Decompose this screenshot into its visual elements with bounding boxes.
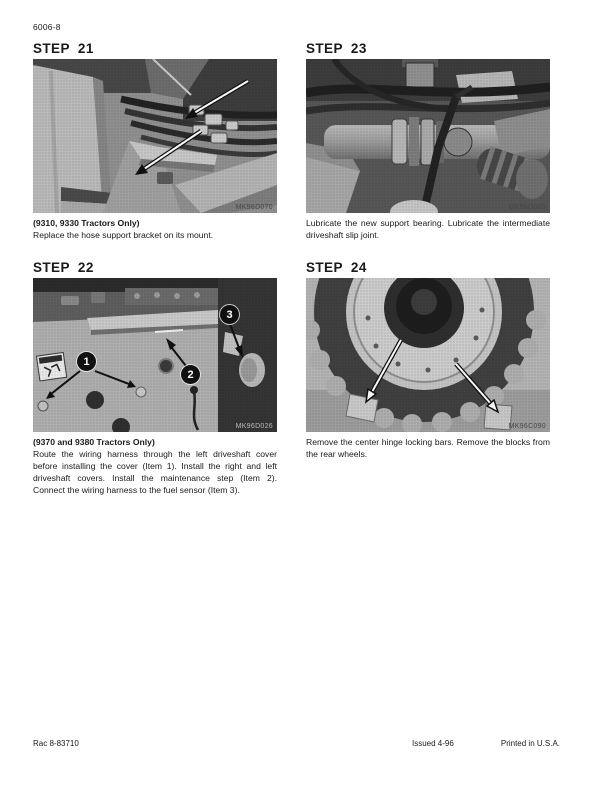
step-24-caption (306, 436, 550, 460)
step-22-caption (33, 436, 277, 496)
callout-1-badge: 1 (77, 352, 96, 371)
step-22-photo (33, 278, 277, 432)
step-23-title: STEP 23 (306, 41, 367, 56)
callout-2-badge: 2 (181, 365, 200, 384)
step-21-photo (33, 59, 277, 213)
step-21-title: STEP 21 (33, 41, 94, 56)
footer-issue-date: Issued 4-96 (412, 739, 454, 748)
footer-printed-in: Printed in U.S.A. (500, 739, 560, 748)
support-bearing-photo (306, 59, 550, 213)
model-note: (9310, 9330 Tractors Only) (33, 218, 140, 228)
step-23-section (306, 41, 550, 240)
footer-publication-code: Rac 8-83710 (33, 739, 79, 748)
step-21-section (33, 41, 277, 240)
step-23-caption (306, 217, 550, 241)
caption-text: Lubricate the new support bearing. Lubricate the intermediate driveshaft slip joint. (306, 218, 550, 240)
step-22-section (33, 260, 277, 495)
caption-text: Route the wiring harness through the left driveshaft cover before installing the cover (Item 1). Install the right and left driveshaft covers. Install the maintenance step (Item 2). Connect the wiring harness to the fuel sensor (Item 3). (33, 449, 277, 495)
step-22-title: STEP 22 (33, 260, 94, 275)
rear-wheel-blocks-photo (306, 278, 550, 432)
driveshaft-cover-photo (33, 278, 277, 432)
photo-code: MK96C090 (508, 423, 546, 430)
hose-support-bracket-photo (33, 59, 277, 213)
step-24-title: STEP 24 (306, 260, 367, 275)
caption-text: Replace the hose support bracket on its mount. (33, 230, 214, 240)
photo-code: MK96D026 (235, 423, 273, 430)
step-21-caption (33, 217, 277, 241)
callout-3-badge: 3 (220, 305, 239, 324)
model-note: (9370 and 9380 Tractors Only) (33, 437, 155, 447)
step-24-photo (306, 278, 550, 432)
page-number: 6006-8 (33, 22, 61, 32)
caption-text: Remove the center hinge locking bars. Remove the blocks from the rear wheels. (306, 437, 550, 459)
step-24-section (306, 260, 550, 459)
step-23-photo (306, 59, 550, 213)
photo-code: MK96D070 (235, 204, 273, 211)
photo-code: MK96D069 (508, 204, 546, 211)
